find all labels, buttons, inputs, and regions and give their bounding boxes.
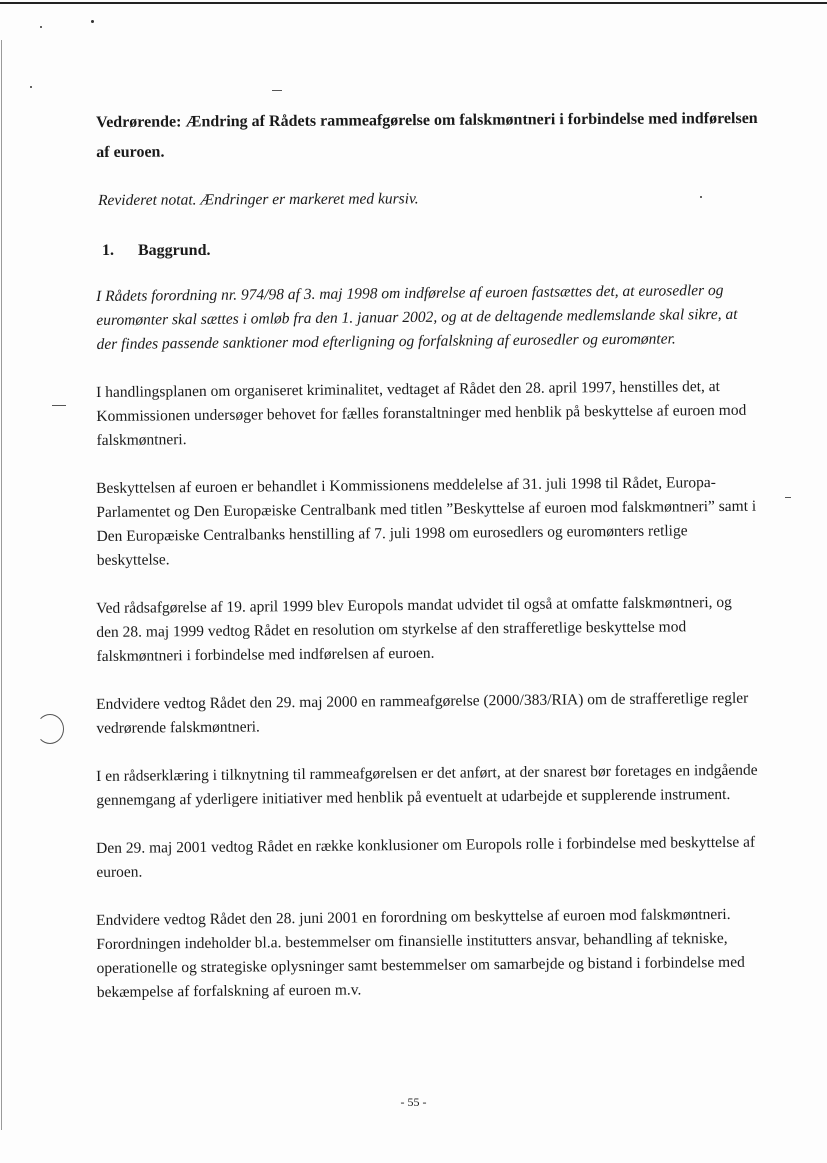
paragraph: I en rådserklæring i tilknytning til rammeafgørelsen er det anført, at der snarest bør foretages en indgående gennemgang af yderligere initiativer med henblik på eventuelt at udarbejde et supplerende instrument. [96, 761, 758, 809]
paragraph: Den 29. maj 2001 vedtog Rådet en række konklusioner om Europols rolle i forbindelse med beskyttelse af euroen. [96, 833, 756, 881]
scan-speck [91, 20, 94, 23]
scan-mark [785, 497, 791, 498]
document-heading: Vedrørende: Ændring af Rådets rammeafgørelse om falskmøntneri i forbindelse med indførelsen af euroen. [96, 109, 758, 161]
paragraph: Ved rådsafgørelse af 19. april 1999 blev Europols mandat udvidet til også at omfatte falskmøntneri, og den 28. maj 1999 vedtog Rådet en resolution om styrkelse af den strafferetlige beskyttelse mod falskmøntneri i forbindelse med indførelsen af euroen. [96, 593, 732, 665]
scan-speck [40, 26, 42, 28]
left-scan-edge [1, 40, 2, 1130]
paragraph: Endvidere vedtog Rådet den 29. maj 2000 en rammeafgørelse (2000/383/RIA) om de strafferetlige regler vedrørende falskmøntneri. [96, 689, 749, 737]
revision-note: Revideret notat. Ændringer er markeret med kursiv. [98, 190, 419, 209]
document-body [96, 108, 758, 1029]
section-number: 1. [102, 242, 114, 259]
paragraph: Beskyttelsen af euroen er behandlet i Kommissionens meddelelse af 31. juli 1998 til Rådet, Europa-Parlamentet og Den Europæiske Centralbank med titlen ”Beskyttelse af euroen mod falskmøntneri” samt i Den Europæiske Centralbanks henstilling af 7. juli 1998 om eurosedlers og euromønters retlige beskyttelse. [96, 474, 757, 569]
scan-mark [272, 90, 282, 91]
page-number: - 55 - [400, 1095, 427, 1109]
paragraph: I Rådets forordning nr. 974/98 af 3. maj 1998 om indførelse af euroen fastsættes det, at eurosedler og euromønter skal sættes i omløb fra den 1. januar 2002, og at de deltagende medlemslande skal sikre, at der findes passende sanktioner mod efterligning og forfalskning af eurosedler og euromønter. [96, 281, 738, 353]
top-border-line [0, 2, 827, 4]
scan-mark [52, 405, 66, 406]
paragraph: Endvidere vedtog Rådet den 28. juni 2001 en forordning om beskyttelse af euroen mod falskmøntneri. Forordningen indeholder bl.a. bestemmelser om finansielle institutters ansvar, behandling af tekniske, operationelle og strategiske oplysninger samt bestemmelser om samarbejde og bistand i forbindelse med bekæmpelse af forfalskning af euroen m.v. [96, 905, 745, 1001]
scan-speck [30, 86, 32, 88]
section-heading [102, 240, 758, 262]
paragraph: I handlingsplanen om organiseret kriminalitet, vedtaget af Rådet den 28. april 1997, henstilles det, at Kommissionen undersøger behovet for fælles foranstaltninger med henblik på beskyttelse af euroen mod falskmøntneri. [96, 378, 747, 449]
punch-hole-mark [36, 714, 64, 744]
section-title: Baggrund. [138, 242, 211, 259]
